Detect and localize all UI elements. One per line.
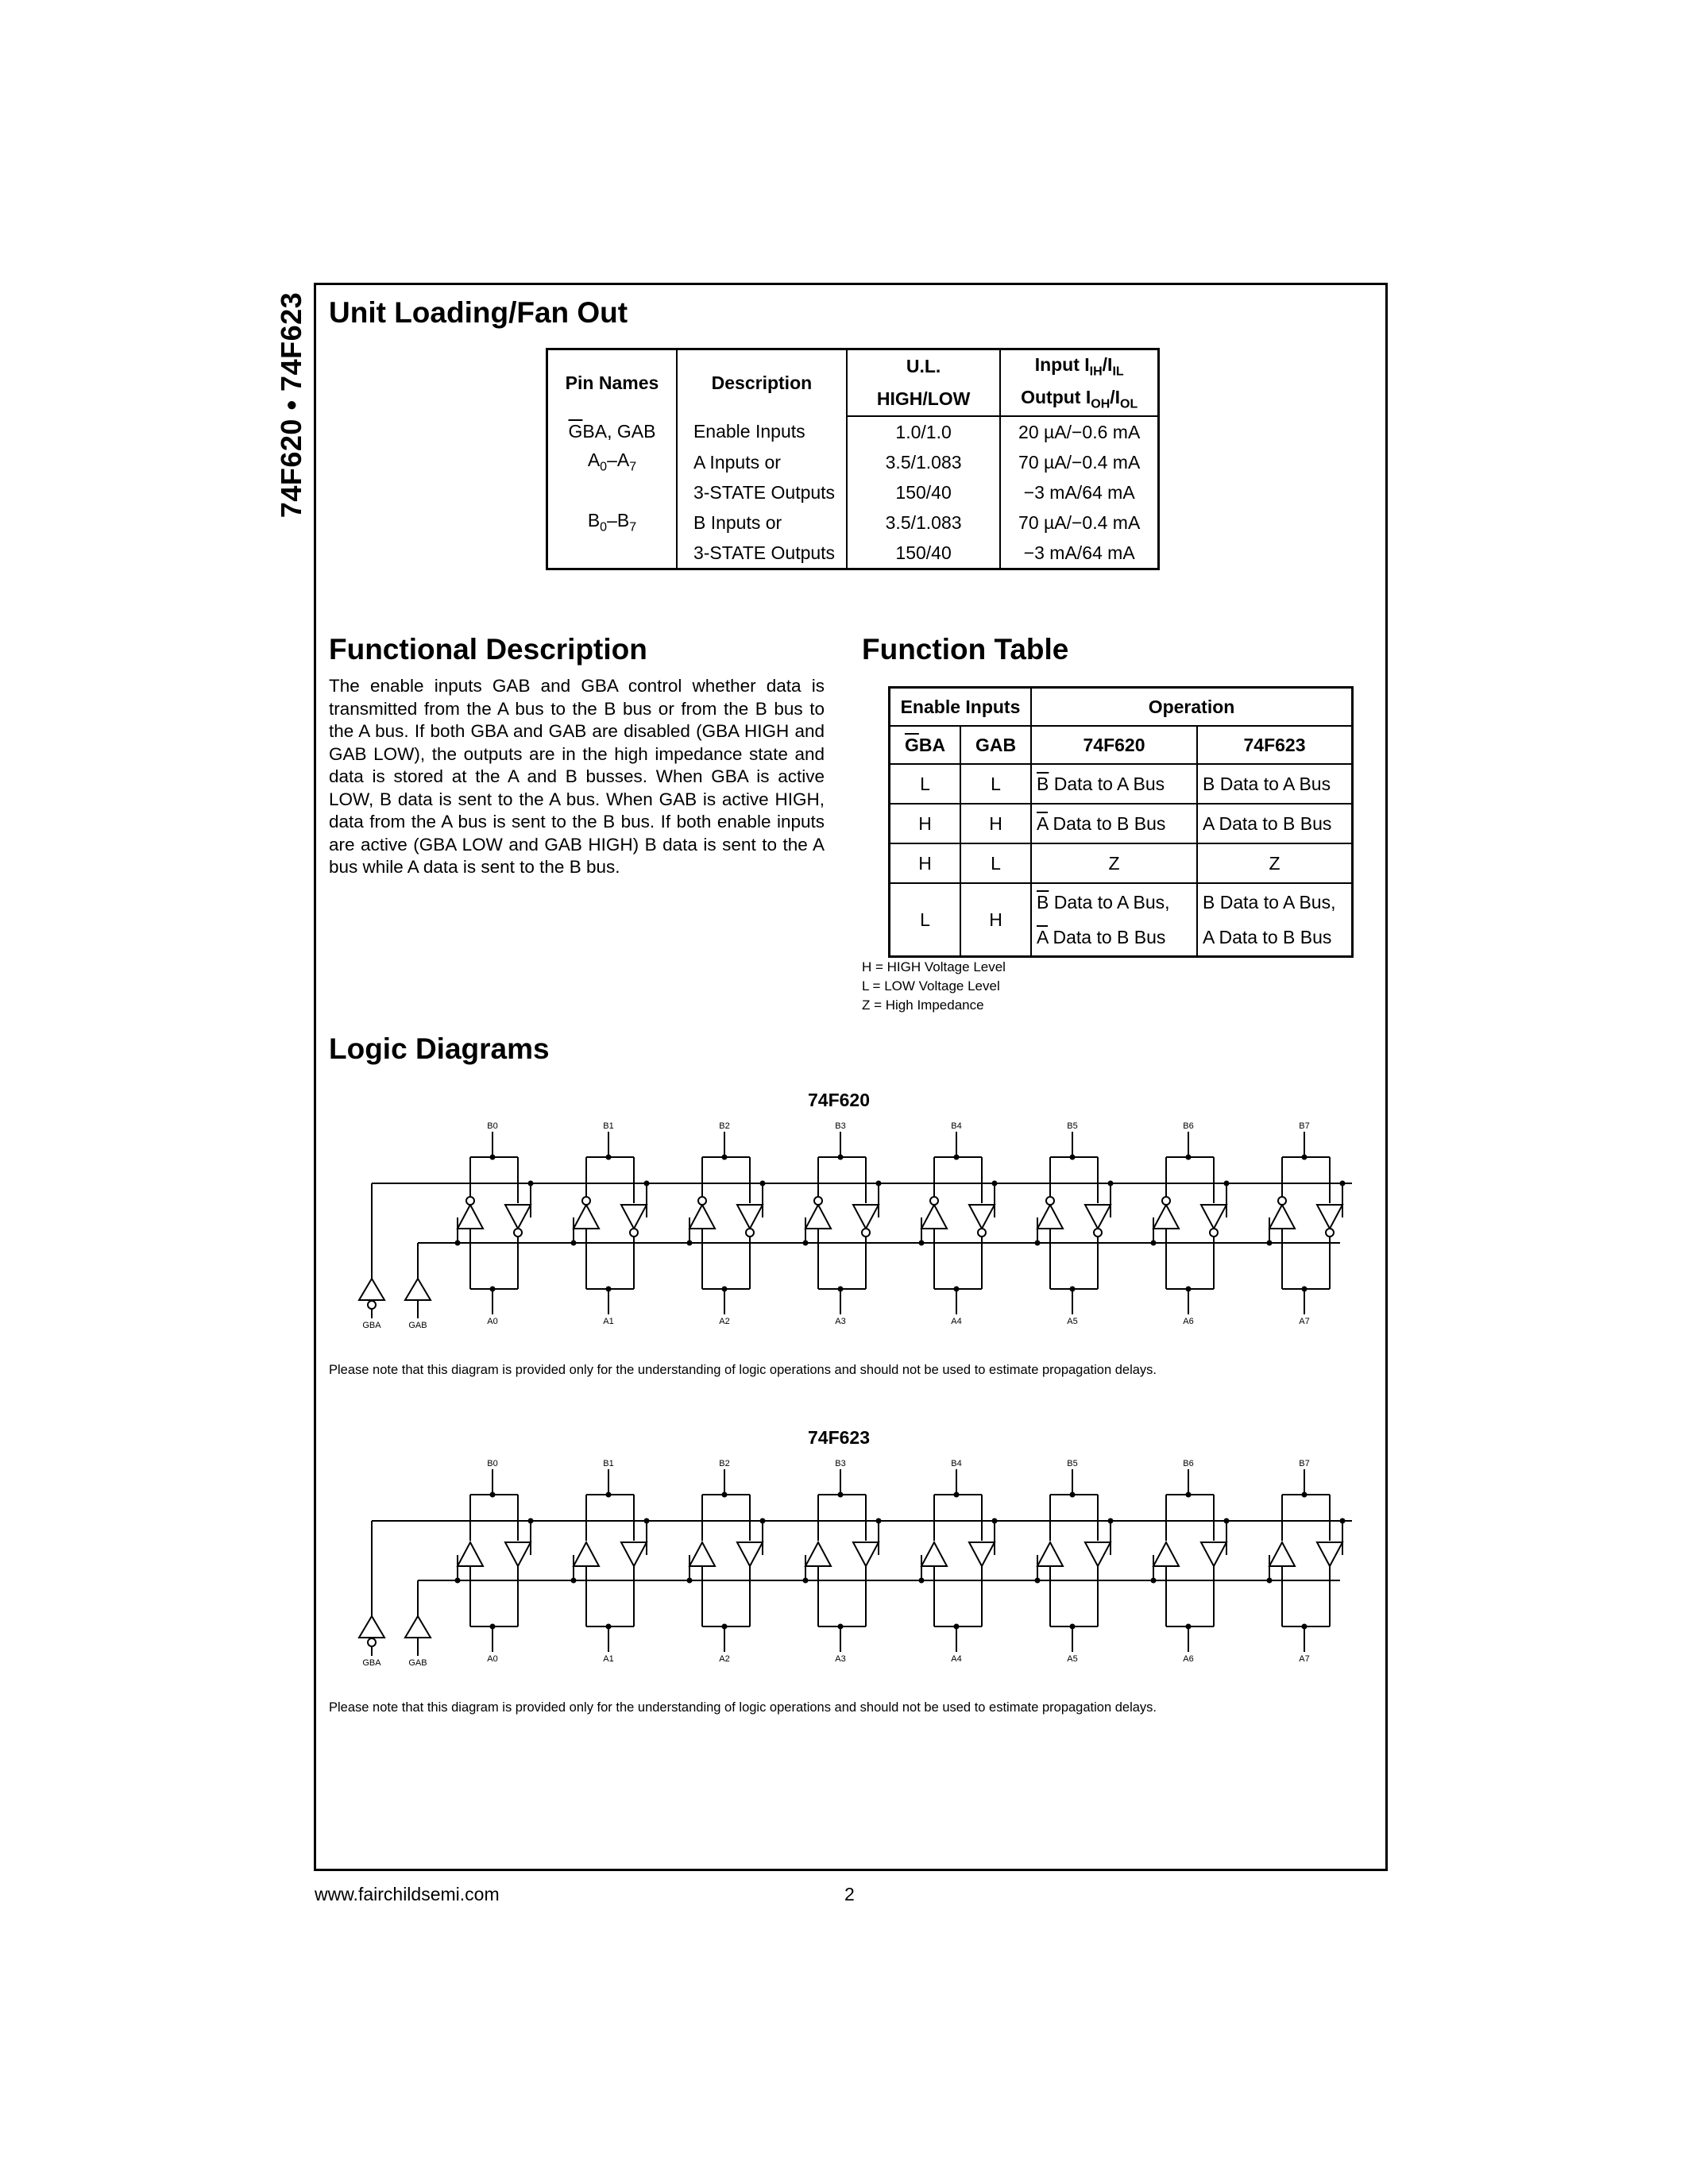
header-74f620: 74F620 <box>1031 726 1197 764</box>
table-row <box>547 538 1159 569</box>
b-label-7: B7 <box>1299 1459 1310 1468</box>
inversion-bubble <box>1046 1197 1054 1205</box>
a-label-6: A6 <box>1183 1317 1194 1326</box>
header-operation: Operation <box>1031 688 1353 727</box>
legend-item: H = HIGH Voltage Level <box>862 959 1006 974</box>
buffer-a-to-b <box>1269 1205 1295 1229</box>
desc-cell: A Inputs or <box>677 447 847 477</box>
gba-buffer <box>359 1616 384 1638</box>
junction-dot <box>1224 1181 1230 1187</box>
b-label-2: B2 <box>719 1459 730 1468</box>
buffer-b-to-a <box>853 1205 879 1229</box>
gab-cell: L <box>960 764 1031 804</box>
junction-dot <box>644 1181 650 1187</box>
footer-url[interactable]: www.fairchildsemi.com <box>315 1884 500 1904</box>
junction-dot <box>876 1181 882 1187</box>
inversion-bubble <box>698 1197 706 1205</box>
a-label-7: A7 <box>1299 1317 1310 1326</box>
b-label-3: B3 <box>835 1121 846 1131</box>
gba-cell: H <box>890 843 961 883</box>
function-table <box>888 686 1354 958</box>
inversion-bubble <box>466 1197 474 1205</box>
junction-dot <box>919 1241 925 1246</box>
junction-dot <box>455 1241 461 1246</box>
gba-label: GBA <box>362 1321 381 1330</box>
header-enable-inputs: Enable Inputs <box>890 688 1032 727</box>
buffer-a-to-b <box>1037 1542 1063 1566</box>
legend-item: Z = High Impedance <box>862 997 984 1013</box>
table-row <box>890 764 1353 804</box>
buffer-b-to-a <box>505 1542 531 1566</box>
a-label-6: A6 <box>1183 1654 1194 1664</box>
buffer-b-to-a <box>1085 1205 1111 1229</box>
io-cell: −3 mA/64 mA <box>1000 538 1158 569</box>
inversion-bubble <box>582 1197 590 1205</box>
function-table-legend <box>862 958 1006 1015</box>
b-label-7: B7 <box>1299 1121 1310 1131</box>
diagram1-title: 74F620 <box>808 1090 871 1110</box>
logic-diagram-74f620 <box>350 1116 1366 1354</box>
b-label-6: B6 <box>1183 1121 1194 1131</box>
junction-dot <box>687 1578 693 1584</box>
b-label-2: B2 <box>719 1121 730 1131</box>
buffer-a-to-b <box>1153 1205 1179 1229</box>
buffer-a-to-b <box>458 1542 483 1566</box>
a-label-5: A5 <box>1067 1317 1078 1326</box>
ul-cell: 150/40 <box>847 477 1001 507</box>
io-cell: 70 µA/−0.4 mA <box>1000 507 1158 538</box>
desc-cell: 3-STATE Outputs <box>677 477 847 507</box>
buffer-a-to-b <box>1269 1542 1295 1566</box>
buffer-a-to-b <box>574 1542 599 1566</box>
io-cell: −3 mA/64 mA <box>1000 477 1158 507</box>
col-ul-bottom: HIGH/LOW <box>847 383 1001 416</box>
junction-dot <box>571 1578 577 1584</box>
io-cell: 70 µA/−0.4 mA <box>1000 447 1158 477</box>
gab-cell: L <box>960 843 1031 883</box>
page-number: 2 <box>844 1884 855 1904</box>
junction-dot <box>1035 1578 1041 1584</box>
b-label-0: B0 <box>487 1121 498 1131</box>
diagram2-note: Please note that this diagram is provided only for the understanding of logic operations and should not be used to estimate propagation delays. <box>329 1700 1157 1715</box>
junction-dot <box>992 1181 998 1187</box>
diagram2-title: 74F623 <box>808 1427 871 1448</box>
op620-cell: $\overline{B}$ Data to A Bus <box>1031 764 1197 804</box>
ul-cell: 1.0/1.0 <box>847 416 1001 447</box>
a-label-4: A4 <box>951 1654 962 1664</box>
functional-description-heading: Functional Description <box>329 633 647 666</box>
buffer-b-to-a <box>1317 1205 1342 1229</box>
junction-dot <box>992 1518 998 1524</box>
junction-dot <box>803 1578 809 1584</box>
col-description: Description <box>677 349 847 417</box>
buffer-a-to-b <box>805 1205 831 1229</box>
junction-dot <box>1108 1181 1114 1187</box>
buffer-a-to-b <box>689 1542 715 1566</box>
buffer-a-to-b <box>574 1205 599 1229</box>
col-input-top: Input $I_{IH}/I_{IL}$ <box>1000 349 1158 384</box>
op623-cell: B Data to A Bus <box>1197 764 1353 804</box>
gba-buffer <box>359 1279 384 1300</box>
desc-cell: 3-STATE Outputs <box>677 538 847 569</box>
gab-cell: H <box>960 883 1031 957</box>
buffer-b-to-a <box>737 1205 763 1229</box>
junction-dot <box>455 1578 461 1584</box>
buffer-a-to-b <box>689 1205 715 1229</box>
op623-cell <box>1197 883 1353 957</box>
inversion-bubble <box>862 1229 870 1237</box>
function-table-heading: Function Table <box>862 633 1069 666</box>
buffer-a-to-b <box>1037 1205 1063 1229</box>
inversion-bubble <box>814 1197 822 1205</box>
b-label-3: B3 <box>835 1459 846 1468</box>
a-label-2: A2 <box>719 1654 730 1664</box>
b-label-0: B0 <box>487 1459 498 1468</box>
inversion-bubble <box>1162 1197 1170 1205</box>
a-label-7: A7 <box>1299 1654 1310 1664</box>
junction-dot <box>1267 1241 1273 1246</box>
junction-dot <box>876 1518 882 1524</box>
gba-label: GBA <box>362 1658 381 1668</box>
pin-cell <box>547 538 677 569</box>
a-label-4: A4 <box>951 1317 962 1326</box>
inversion-bubble <box>630 1229 638 1237</box>
gab-cell: H <box>960 804 1031 843</box>
buffer-b-to-a <box>1201 1205 1226 1229</box>
table-row <box>547 477 1159 507</box>
table-row <box>547 416 1159 447</box>
a-label-1: A1 <box>603 1317 614 1326</box>
pin-cell: $B_0-B_7$ <box>547 507 677 538</box>
table-row <box>547 447 1159 477</box>
gba-cell: L <box>890 764 961 804</box>
op620-cell: $\overline{A}$ Data to B Bus <box>1031 804 1197 843</box>
buffer-b-to-a <box>737 1542 763 1566</box>
junction-dot <box>803 1241 809 1246</box>
buffer-b-to-a <box>1317 1542 1342 1566</box>
inversion-bubble <box>368 1301 376 1309</box>
junction-dot <box>687 1241 693 1246</box>
junction-dot <box>760 1518 766 1524</box>
b-label-1: B1 <box>603 1459 614 1468</box>
op623-cell: A Data to B Bus <box>1197 804 1353 843</box>
junction-dot <box>1035 1241 1041 1246</box>
functional-description-text: The enable inputs GAB and GBA control whether data is transmitted from the A bus to the B bus or from the B bus to the A bus. If both GBA and GAB are disabled (GBA HIGH and GAB LOW), the outputs are in the high impedance state and data is stored at the A and B busses. When GBA is active LOW, B data is sent to the A bus. When GAB is active HIGH, data from the A bus is sent to the B bus. If both enable inputs are active (GBA LOW and GAB HIGH) B data is sent to the A bus while A data is sent to the B bus. <box>329 676 825 877</box>
inversion-bubble <box>978 1229 986 1237</box>
ul-cell: 3.5/1.083 <box>847 507 1001 538</box>
b-label-4: B4 <box>951 1121 962 1131</box>
inversion-bubble <box>1094 1229 1102 1237</box>
gab-label: GAB <box>408 1321 427 1330</box>
buffer-a-to-b <box>921 1205 947 1229</box>
table-row <box>890 804 1353 843</box>
buffer-b-to-a <box>505 1205 531 1229</box>
table-row <box>890 843 1353 883</box>
buffer-b-to-a <box>1085 1542 1111 1566</box>
junction-dot <box>1108 1518 1114 1524</box>
op623-line2: A Data to B Bus <box>1203 927 1332 947</box>
buffer-b-to-a <box>969 1205 995 1229</box>
pin-cell: $A_0-A_7$ <box>547 447 677 477</box>
legend-item: L = LOW Voltage Level <box>862 978 1000 994</box>
junction-dot <box>1151 1241 1157 1246</box>
desc-cell: B Inputs or <box>677 507 847 538</box>
junction-dot <box>528 1518 534 1524</box>
junction-dot <box>528 1181 534 1187</box>
b-label-5: B5 <box>1067 1459 1078 1468</box>
a-label-0: A0 <box>487 1654 498 1664</box>
col-input-bottom: Output $I_{OH}/I_{OL}$ <box>1000 383 1158 416</box>
col-pin-names: Pin Names <box>547 349 677 417</box>
buffer-a-to-b <box>458 1205 483 1229</box>
io-cell: 20 µA/−0.6 mA <box>1000 416 1158 447</box>
ul-cell: 3.5/1.083 <box>847 447 1001 477</box>
junction-dot <box>1267 1578 1273 1584</box>
diagram1-note: Please note that this diagram is provided only for the understanding of logic operations and should not be used to estimate propagation delays. <box>329 1363 1157 1377</box>
a-label-3: A3 <box>835 1654 846 1664</box>
buffer-b-to-a <box>1201 1542 1226 1566</box>
a-label-2: A2 <box>719 1317 730 1326</box>
junction-dot <box>571 1241 577 1246</box>
b-label-6: B6 <box>1183 1459 1194 1468</box>
ul-cell: 150/40 <box>847 538 1001 569</box>
inversion-bubble <box>1278 1197 1286 1205</box>
buffer-b-to-a <box>621 1205 647 1229</box>
b-label-1: B1 <box>603 1121 614 1131</box>
junction-dot <box>760 1181 766 1187</box>
b-label-5: B5 <box>1067 1121 1078 1131</box>
desc-cell: Enable Inputs <box>677 416 847 447</box>
gab-label: GAB <box>408 1658 427 1668</box>
inversion-bubble <box>1210 1229 1218 1237</box>
unit-loading-table <box>546 348 1160 570</box>
unit-loading-heading: Unit Loading/Fan Out <box>329 296 628 329</box>
junction-dot <box>1340 1181 1346 1187</box>
gab-buffer <box>405 1616 431 1638</box>
buffer-a-to-b <box>805 1542 831 1566</box>
header-gba: $\overline{G}BA$ <box>890 726 961 764</box>
inversion-bubble <box>1326 1229 1334 1237</box>
header-gab: GAB <box>960 726 1031 764</box>
buffer-a-to-b <box>1153 1542 1179 1566</box>
pin-cell <box>547 477 677 507</box>
buffer-b-to-a <box>621 1542 647 1566</box>
a-label-3: A3 <box>835 1317 846 1326</box>
junction-dot <box>919 1578 925 1584</box>
buffer-a-to-b <box>921 1542 947 1566</box>
gab-buffer <box>405 1279 431 1300</box>
buffer-b-to-a <box>853 1542 879 1566</box>
junction-dot <box>1340 1518 1346 1524</box>
logic-diagram-74f623 <box>350 1453 1366 1692</box>
junction-dot <box>644 1518 650 1524</box>
op620-cell: Z <box>1031 843 1197 883</box>
junction-dot <box>1151 1578 1157 1584</box>
op623-line1: B Data to A Bus, <box>1203 892 1336 913</box>
inversion-bubble <box>930 1197 938 1205</box>
op620-cell: $\overline{B}$ Data to A Bus, $\overline{A}$ Data to B Bus <box>1031 883 1197 957</box>
inversion-bubble <box>514 1229 522 1237</box>
col-ul-top: U.L. <box>847 349 1001 384</box>
a-label-5: A5 <box>1067 1654 1078 1664</box>
inversion-bubble <box>368 1638 376 1646</box>
side-title <box>265 286 318 524</box>
header-74f623: 74F623 <box>1197 726 1353 764</box>
b-label-4: B4 <box>951 1459 962 1468</box>
a-label-0: A0 <box>487 1317 498 1326</box>
logic-diagrams-heading: Logic Diagrams <box>329 1032 550 1065</box>
table-row <box>547 507 1159 538</box>
op623-cell: Z <box>1197 843 1353 883</box>
side-title-text: 74F620 • 74F623 <box>275 291 307 519</box>
inversion-bubble <box>746 1229 754 1237</box>
a-label-1: A1 <box>603 1654 614 1664</box>
buffer-b-to-a <box>969 1542 995 1566</box>
junction-dot <box>1224 1518 1230 1524</box>
table-row <box>890 883 1353 957</box>
pin-cell: $\overline{G}BA$, GAB <box>547 416 677 447</box>
gba-cell: L <box>890 883 961 957</box>
gba-cell: H <box>890 804 961 843</box>
